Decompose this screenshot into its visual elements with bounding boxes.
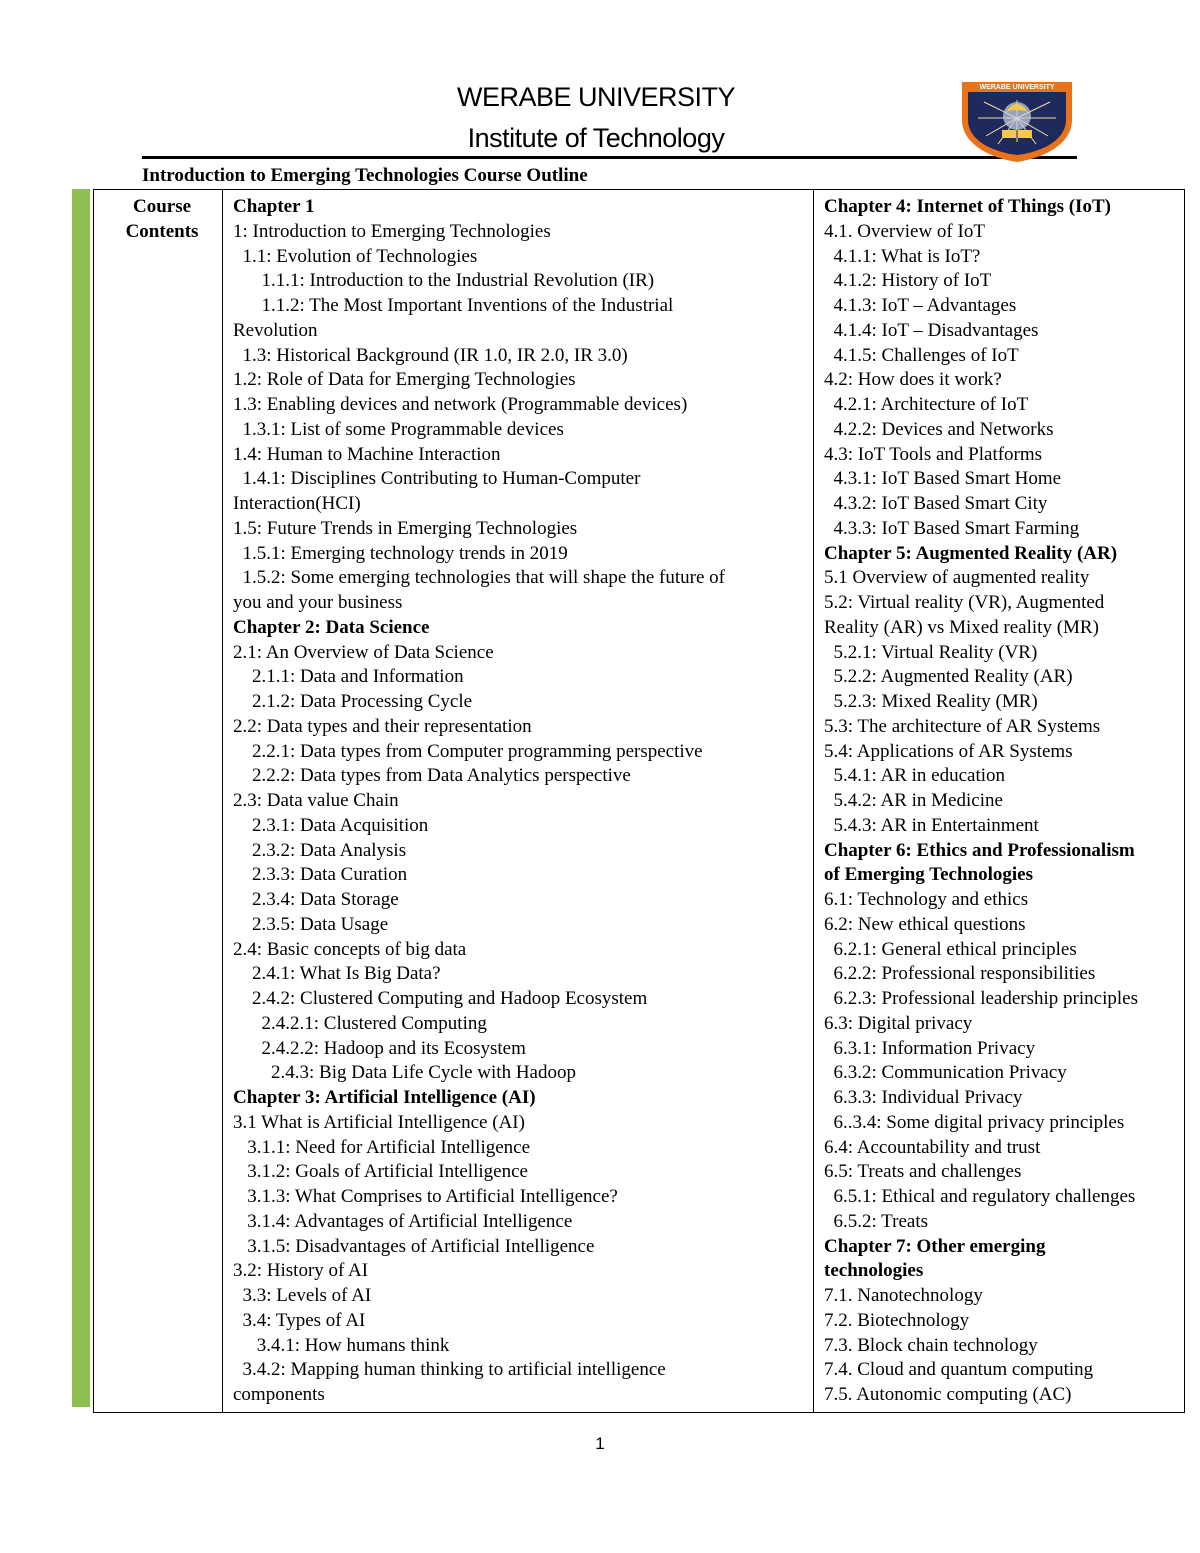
chapter-heading: technologies xyxy=(824,1260,924,1282)
green-margin-bar xyxy=(72,189,90,1407)
outline-item: 6.3.2: Communication Privacy xyxy=(824,1062,1067,1084)
outline-item: 6.2: New ethical questions xyxy=(824,913,1026,935)
outline-item: 2.2.2: Data types from Data Analytics perspective xyxy=(233,765,631,787)
outline-item: 1.3.1: List of some Programmable devices xyxy=(233,418,564,440)
outline-item: 3.1.1: Need for Artificial Intelligence xyxy=(233,1136,531,1158)
outline-item: 2.4: Basic concepts of big data xyxy=(233,938,467,960)
outline-item: 5.2.1: Virtual Reality (VR) xyxy=(824,641,1038,663)
outline-item: 2.2.1: Data types from Computer programming perspective xyxy=(233,740,703,762)
outline-item: 3.1.5: Disadvantages of Artificial Intelligence xyxy=(233,1235,595,1257)
chapter-heading: Chapter 7: Other emerging xyxy=(824,1235,1046,1257)
outline-item: 2.3.1: Data Acquisition xyxy=(233,814,429,836)
outline-item: 2.4.2.2: Hadoop and its Ecosystem xyxy=(233,1037,526,1059)
outline-item: 1.4.1: Disciplines Contributing to Human-Computer xyxy=(233,468,641,490)
outline-item: 2.3.2: Data Analysis xyxy=(233,839,407,861)
outline-item: 4.3.1: IoT Based Smart Home xyxy=(824,468,1062,490)
outline-item: 4.1.3: IoT – Advantages xyxy=(824,295,1017,316)
outline-item: you and your business xyxy=(233,592,403,613)
chapter-heading: Chapter 1 xyxy=(233,196,315,217)
course-outline-table xyxy=(93,189,1185,1413)
outline-item: 2.1.2: Data Processing Cycle xyxy=(233,691,473,712)
outline-item: 1.3: Enabling devices and network (Programmable devices) xyxy=(233,394,688,415)
outline-item: 6.2.2: Professional responsibilities xyxy=(824,963,1096,985)
outline-item: 2.3.4: Data Storage xyxy=(233,889,399,910)
outline-item: 4.3.3: IoT Based Smart Farming xyxy=(824,517,1080,539)
outline-item: 3.1 What is Artificial Intelligence (AI) xyxy=(233,1111,525,1133)
logo-text: WERABE UNIVERSITY xyxy=(979,84,1055,91)
outline-item: 4.2.2: Devices and Networks xyxy=(824,418,1054,440)
chapters-4-7-cell xyxy=(814,190,1185,1413)
outline-item: 2.4.2.1: Clustered Computing xyxy=(233,1012,487,1034)
course-contents-label-text: Course Contents xyxy=(125,196,199,242)
outline-item: 6.2.1: General ethical principles xyxy=(824,938,1077,960)
outline-item: 7.1. Nanotechnology xyxy=(824,1285,983,1306)
chapters-1-3-cell xyxy=(223,190,814,1413)
outline-item: 1.5.1: Emerging technology trends in 2019 xyxy=(233,542,568,564)
university-logo xyxy=(958,78,1076,164)
chapter-heading: Chapter 4: Internet of Things (IoT) xyxy=(824,196,1111,217)
outline-item: 1.1.2: The Most Important Inventions of the Industrial xyxy=(233,295,674,316)
outline-item: 4.1. Overview of IoT xyxy=(824,220,985,242)
outline-item: 7.2. Biotechnology xyxy=(824,1309,970,1331)
outline-item: 2.1: An Overview of Data Science xyxy=(233,641,494,663)
outline-item: 1.5.2: Some emerging technologies that will shape the future of xyxy=(233,567,725,589)
outline-item: Revolution xyxy=(233,319,318,341)
outline-item: 2.3.3: Data Curation xyxy=(233,864,408,886)
outline-item: 5.1 Overview of augmented reality xyxy=(824,567,1090,589)
page-number: 1 xyxy=(595,1434,605,1453)
outline-item: 6.3.3: Individual Privacy xyxy=(824,1087,1023,1108)
outline-item: 5.4.3: AR in Entertainment xyxy=(824,814,1039,836)
outline-item: 2.3.5: Data Usage xyxy=(233,913,389,935)
outline-item: 5.3: The architecture of AR Systems xyxy=(824,715,1101,737)
outline-item: 3.1.3: What Comprises to Artificial Intelligence? xyxy=(233,1186,618,1207)
outline-item: 2.1.1: Data and Information xyxy=(233,666,464,688)
chapter-heading: Chapter 2: Data Science xyxy=(233,616,430,638)
outline-item: 4.1.1: What is IoT? xyxy=(824,245,981,267)
outline-item: 4.1.5: Challenges of IoT xyxy=(824,344,1019,366)
outline-item: 6.3.1: Information Privacy xyxy=(824,1037,1036,1059)
outline-item: 3.3: Levels of AI xyxy=(233,1285,372,1306)
outline-item: Reality (AR) vs Mixed reality (MR) xyxy=(824,616,1099,638)
outline-item: 7.3. Block chain technology xyxy=(824,1334,1038,1356)
outline-item: Interaction(HCI) xyxy=(233,493,361,514)
outline-item: 3.1.4: Advantages of Artificial Intelligence xyxy=(233,1210,573,1232)
outline-item: 5.4: Applications of AR Systems xyxy=(824,740,1073,762)
outline-item: 4.3.2: IoT Based Smart City xyxy=(824,493,1048,514)
university-name: WERABE UNIVERSITY xyxy=(456,82,736,112)
document-title: Introduction to Emerging Technologies Course Outline xyxy=(142,165,588,186)
outline-item: 3.4.1: How humans think xyxy=(233,1334,450,1356)
outline-item: 1.4: Human to Machine Interaction xyxy=(233,443,501,465)
outline-item: 1.3: Historical Background (IR 1.0, IR 2.0, IR 3.0) xyxy=(233,344,628,366)
header-rule xyxy=(142,156,1077,159)
outline-item: components xyxy=(233,1384,325,1405)
outline-item: 1: Introduction to Emerging Technologies xyxy=(233,220,551,242)
outline-item: 4.2: How does it work? xyxy=(824,369,1002,391)
outline-item: 1.5: Future Trends in Emerging Technologies xyxy=(233,517,578,539)
outline-item: 6.5.2: Treats xyxy=(824,1210,928,1232)
outline-item: 5.2.2: Augmented Reality (AR) xyxy=(824,666,1073,688)
outline-item: 6.3: Digital privacy xyxy=(824,1012,973,1034)
chapter-heading: Chapter 6: Ethics and Professionalism xyxy=(824,839,1135,861)
outline-item: 2.4.3: Big Data Life Cycle with Hadoop xyxy=(233,1062,576,1084)
outline-item: 4.1.4: IoT – Disadvantages xyxy=(824,319,1039,341)
outline-item: 3.4: Types of AI xyxy=(233,1309,366,1331)
outline-item: 2.3: Data value Chain xyxy=(233,790,399,811)
outline-item: 4.1.2: History of IoT xyxy=(824,270,992,292)
outline-item: 5.2.3: Mixed Reality (MR) xyxy=(824,691,1038,712)
course-contents-label xyxy=(94,190,223,1413)
chapter-heading: Chapter 5: Augmented Reality (AR) xyxy=(824,542,1118,564)
outline-item: 2.2: Data types and their representation xyxy=(233,715,532,737)
outline-item: 1.1.1: Introduction to the Industrial Revolution (IR) xyxy=(233,270,655,292)
outline-item: 3.1.2: Goals of Artificial Intelligence xyxy=(233,1161,528,1183)
outline-item: 3.4.2: Mapping human thinking to artificial intelligence xyxy=(233,1359,666,1381)
outline-item: 7.5. Autonomic computing (AC) xyxy=(824,1384,1072,1405)
outline-item: 1.2: Role of Data for Emerging Technologies xyxy=(233,369,576,391)
institute-name: Institute of Technology xyxy=(467,123,725,153)
outline-item: 5.4.2: AR in Medicine xyxy=(824,790,1003,811)
outline-item: 6.2.3: Professional leadership principles xyxy=(824,988,1138,1009)
outline-item: 5.4.1: AR in education xyxy=(824,765,1006,787)
outline-item: 7.4. Cloud and quantum computing xyxy=(824,1359,1094,1381)
outline-item: 2.4.1: What Is Big Data? xyxy=(233,963,441,985)
outline-item: 5.2: Virtual reality (VR), Augmented xyxy=(824,592,1105,613)
chapter-heading: Chapter 3: Artificial Intelligence (AI) xyxy=(233,1087,536,1108)
outline-item: 6.4: Accountability and trust xyxy=(824,1136,1041,1158)
outline-item: 6.5: Treats and challenges xyxy=(824,1161,1022,1183)
outline-item: 6.5.1: Ethical and regulatory challenges xyxy=(824,1186,1136,1207)
outline-item: 6..3.4: Some digital privacy principles xyxy=(824,1111,1125,1133)
chapter-heading: of Emerging Technologies xyxy=(824,864,1034,886)
outline-item: 2.4.2: Clustered Computing and Hadoop Ecosystem xyxy=(233,988,648,1009)
outline-item: 6.1: Technology and ethics xyxy=(824,889,1029,910)
outline-item: 3.2: History of AI xyxy=(233,1260,369,1282)
outline-item: 1.1: Evolution of Technologies xyxy=(233,245,478,267)
outline-item: 4.3: IoT Tools and Platforms xyxy=(824,443,1043,465)
outline-item: 4.2.1: Architecture of IoT xyxy=(824,394,1029,415)
